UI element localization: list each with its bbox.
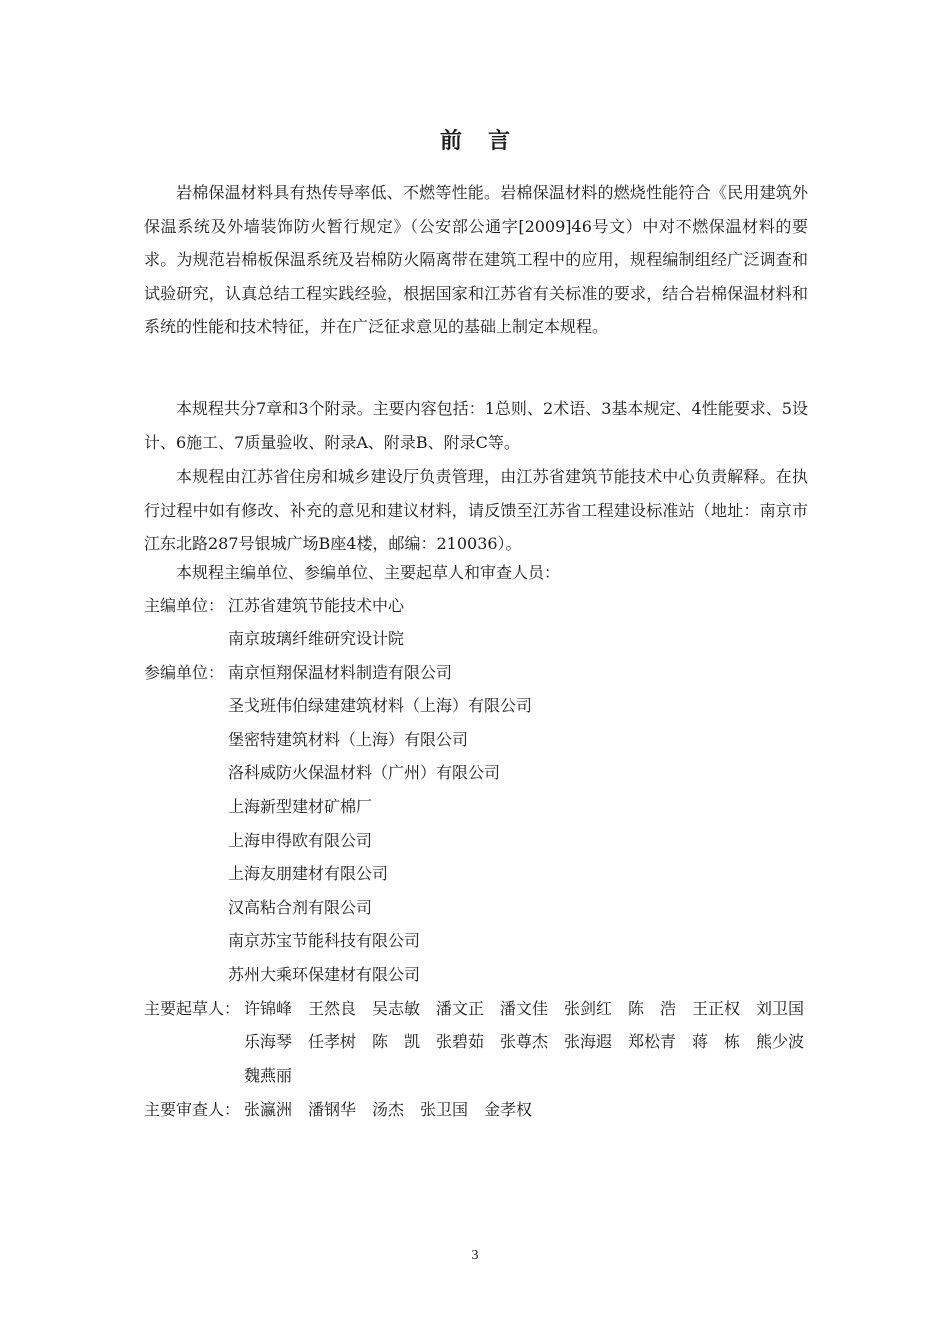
page-title: 前言 — [439, 128, 536, 154]
intro-paragraph — [144, 176, 808, 344]
page-number: 3 — [471, 1248, 479, 1263]
participating-unit: 洛科威防火保温材料（广州）有限公司 — [228, 763, 501, 782]
personnel-intro-paragraph — [144, 556, 808, 590]
chapters-paragraph — [144, 392, 808, 459]
paragraph-3: 本规程由江苏省住房和城乡建设厅负责管理，由江苏省建筑节能技术中心负责解释。在执行过程中如有修改、补充的意见和建议材料，请反馈至江苏省工程建设标准站（地址：南京市江东北路287号银城广场B座4楼，邮编：210036）。 — [144, 467, 808, 554]
management-paragraph — [144, 460, 808, 561]
participating-unit: 南京恒翔保温材料制造有限公司 — [228, 663, 453, 682]
participating-unit: 堡密特建筑材料（上海）有限公司 — [228, 730, 469, 749]
reviewers-label: 主要审查人： — [144, 1100, 241, 1119]
paragraph-1: 岩棉保温材料具有热传导率低、不燃等性能。岩棉保温材料的燃烧性能符合《民用建筑外保温系统及外墙装饰防火暂行规定》（公安部公通字[2009]46号文）中对不燃保温材料的要求。为规范岩棉板保温系统及岩棉防火隔离带在建筑工程中的应用，规程编制组经广泛调查和试验研究，认真总结工程实践经验，根据国家和江苏省有关标准的要求，结合岩棉保温材料和系统的性能和技术特征，并在广泛征求意见的基础上制定本规程。 — [144, 183, 808, 337]
drafters-names: 乐海琴 任孝树 陈 凯 张碧茹 张尊杰 张海遐 郑松青 蒋 栋 熊少波 — [244, 1032, 805, 1051]
participating-units-label: 参编单位： — [144, 663, 225, 682]
participating-unit: 圣戈班伟伯绿建建筑材料（上海）有限公司 — [228, 696, 533, 715]
participating-unit: 上海友朋建材有限公司 — [228, 864, 389, 883]
participating-unit: 上海申得欧有限公司 — [228, 831, 373, 850]
participating-unit: 汉高粘合剂有限公司 — [228, 898, 373, 917]
paragraph-4: 本规程主编单位、参编单位、主要起草人和审查人员： — [176, 563, 561, 582]
chief-editor-unit: 南京玻璃纤维研究设计院 — [228, 629, 405, 648]
participating-unit: 南京苏宝节能科技有限公司 — [228, 931, 421, 950]
drafters-names: 许锦峰 王然良 吴志敏 潘文正 潘文佳 张剑红 陈 浩 王正权 刘卫国 — [244, 999, 805, 1018]
drafters-label: 主要起草人： — [144, 999, 241, 1018]
chief-editor-unit: 江苏省建筑节能技术中心 — [228, 596, 405, 615]
reviewers-names: 张瀛洲 潘钢华 汤杰 张卫国 金孝权 — [244, 1100, 533, 1119]
paragraph-2: 本规程共分7章和3个附录。主要内容包括：1总则、2术语、3基本规定、4性能要求、5设计、6施工、7质量验收、附录A、附录B、附录C等。 — [144, 399, 808, 452]
drafters-names: 魏燕丽 — [244, 1066, 293, 1085]
chief-editors-label: 主编单位： — [144, 596, 225, 615]
participating-unit: 苏州大乘环保建材有限公司 — [228, 965, 421, 984]
participating-unit: 上海新型建材矿棉厂 — [228, 797, 373, 816]
